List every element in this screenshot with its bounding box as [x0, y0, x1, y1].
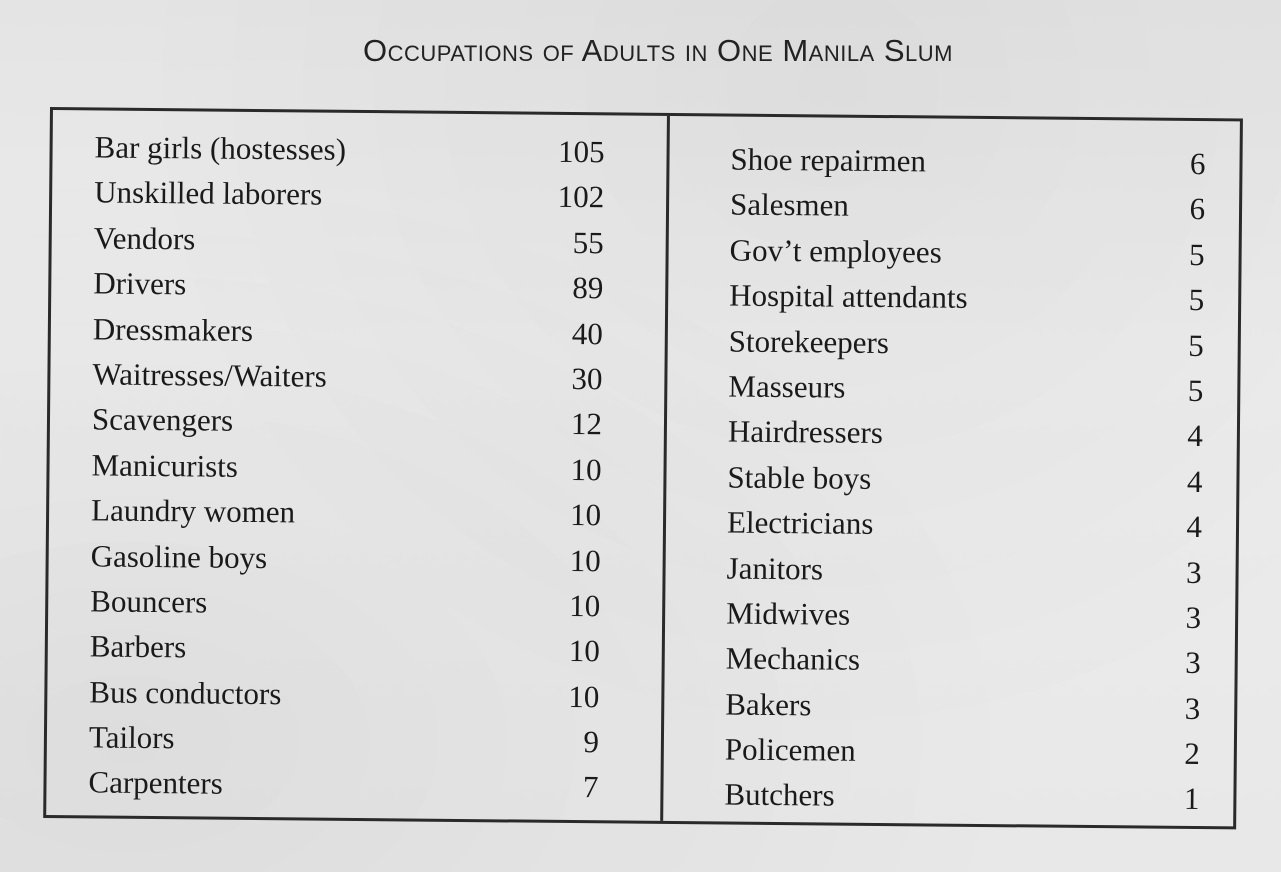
table-row	[92, 397, 602, 447]
left-column	[88, 124, 605, 810]
table-row	[91, 488, 601, 538]
occupation-count: 5	[1188, 282, 1205, 318]
occupation-label: Vendors	[93, 220, 196, 257]
occupation-label: Electricians	[726, 504, 874, 542]
occupation-label: Janitors	[726, 550, 824, 586]
occupation-count: 2	[1184, 735, 1201, 772]
table-row	[726, 590, 1201, 640]
occupation-count: 105	[557, 133, 605, 170]
occupation-label: Laundry women	[90, 492, 296, 530]
occupation-label: Shoe repairmen	[730, 141, 927, 179]
occupation-count: 4	[1187, 418, 1204, 454]
occupation-count: 10	[568, 633, 600, 669]
table-row	[93, 261, 603, 311]
occupation-label: Storekeepers	[728, 323, 890, 360]
occupation-label: Dressmakers	[92, 310, 254, 348]
table-row	[724, 772, 1199, 822]
table-row	[93, 306, 603, 356]
occupation-count: 3	[1185, 599, 1202, 635]
occupation-label: Policemen	[724, 731, 856, 768]
occupation-count: 10	[568, 678, 600, 714]
occupation-count: 5	[1188, 236, 1205, 272]
column-divider	[660, 116, 670, 821]
occupation-label: Manicurists	[91, 447, 239, 484]
table-row	[89, 669, 599, 719]
occupation-count: 3	[1185, 554, 1202, 590]
table-row	[90, 624, 600, 674]
table-row	[92, 351, 602, 401]
occupation-label: Midwives	[726, 595, 851, 632]
occupation-count: 30	[571, 360, 603, 397]
table-row	[729, 273, 1204, 323]
occupation-label: Unskilled laborers	[94, 174, 323, 213]
occupation-count: 7	[582, 769, 599, 805]
right-column	[724, 137, 1206, 822]
table-row	[728, 409, 1203, 459]
occupation-count: 4	[1186, 463, 1203, 499]
occupation-label: Hairdressers	[727, 413, 884, 451]
occupation-label: Stable boys	[727, 459, 872, 496]
occupation-count: 6	[1189, 145, 1206, 182]
occupation-count: 5	[1188, 327, 1204, 363]
table-row	[727, 500, 1202, 550]
occupation-count: 4	[1186, 509, 1203, 545]
occupation-label: Drivers	[93, 265, 187, 302]
table-row	[88, 760, 598, 810]
table-title: Occupations of Adults in One Manila Slum	[363, 33, 953, 68]
occupation-count: 102	[557, 179, 605, 215]
occupation-count: 5	[1187, 372, 1204, 409]
occupation-label: Waitresses/Waiters	[92, 356, 327, 394]
table-row	[730, 137, 1205, 187]
occupation-label: Masseurs	[728, 368, 846, 405]
table-row	[89, 714, 599, 764]
occupation-count: 10	[569, 497, 602, 533]
occupation-label: Salesmen	[729, 186, 850, 224]
table-row	[94, 215, 604, 265]
table-row	[90, 578, 600, 628]
table-row	[729, 318, 1204, 368]
occupation-label: Bakers	[725, 686, 812, 723]
table-row	[94, 124, 604, 174]
occupation-count: 6	[1189, 191, 1206, 227]
table-row	[94, 170, 604, 220]
occupation-label: Tailors	[88, 719, 175, 756]
table-row	[729, 227, 1204, 277]
table-row	[90, 533, 600, 583]
table-row	[727, 454, 1202, 504]
occupation-label: Bar girls (hostesses)	[94, 129, 347, 167]
table-row	[728, 363, 1203, 413]
occupation-label: Bouncers	[90, 583, 208, 620]
occupation-count: 55	[572, 224, 604, 261]
table-row	[726, 545, 1201, 595]
occupation-label: Bus conductors	[89, 674, 282, 711]
occupation-count: 89	[572, 270, 604, 306]
occupation-count: 40	[571, 315, 604, 351]
occupation-count: 1	[1183, 781, 1200, 817]
occupation-count: 10	[569, 542, 601, 578]
occupation-label: Hospital attendants	[729, 277, 968, 315]
occupation-count: 10	[569, 587, 601, 624]
occupation-count: 10	[570, 451, 602, 488]
occupation-label: Gasoline boys	[90, 537, 268, 575]
occupations-table	[43, 107, 1243, 829]
occupation-count: 9	[583, 724, 600, 760]
table-row	[91, 442, 601, 492]
occupation-label: Gov’t employees	[729, 232, 942, 270]
occupation-label: Mechanics	[725, 640, 861, 678]
occupation-label: Butchers	[724, 776, 835, 814]
table-row	[725, 727, 1200, 777]
occupation-label: Carpenters	[88, 764, 223, 802]
occupation-label: Scavengers	[91, 401, 234, 439]
occupation-count: 3	[1184, 690, 1201, 726]
occupation-count: 12	[570, 406, 603, 442]
occupation-count: 3	[1185, 645, 1201, 681]
table-row	[730, 182, 1205, 232]
occupation-label: Barbers	[89, 628, 187, 665]
table-row	[725, 681, 1200, 731]
table-row	[726, 636, 1201, 686]
